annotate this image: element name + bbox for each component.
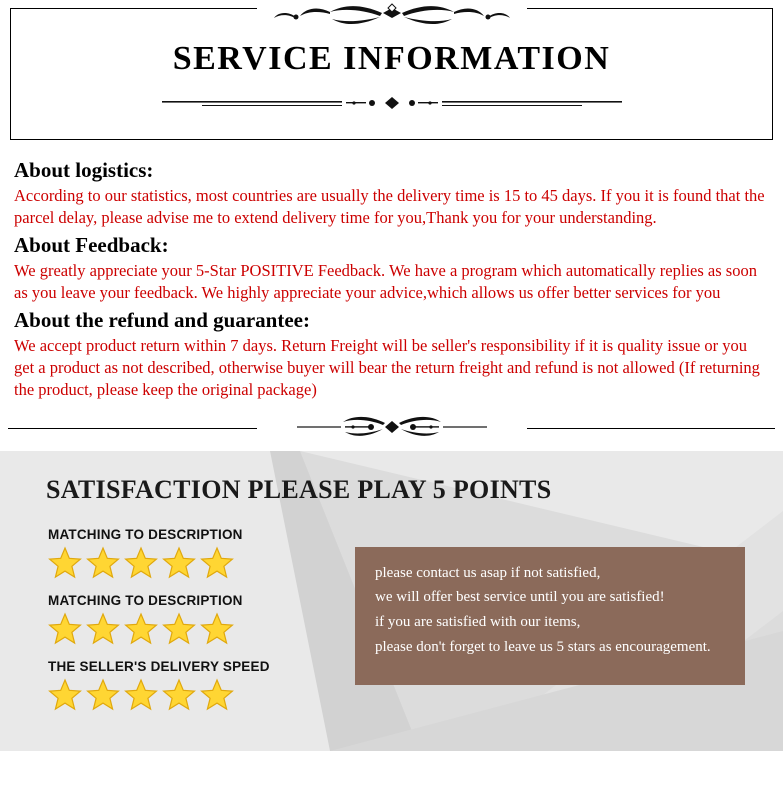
satisfaction-panel (0, 451, 783, 751)
star-rating[interactable] (48, 678, 270, 712)
star-rating[interactable] (48, 612, 243, 646)
note-line: if you are satisfied with our items, (375, 614, 581, 631)
star-icon[interactable] (162, 678, 196, 712)
flourish-divider-icon (257, 411, 527, 445)
note-line: please don't forget to leave us 5 stars as encouragement. (375, 638, 711, 655)
star-icon[interactable] (200, 546, 234, 580)
star-icon[interactable] (48, 678, 82, 712)
header-banner (10, 8, 773, 140)
flourish-ornament-icon (252, 2, 532, 32)
rating-label: MATCHING TO DESCRIPTION (48, 592, 243, 608)
star-icon[interactable] (200, 612, 234, 646)
flourish-divider-icon (132, 92, 652, 118)
star-icon[interactable] (124, 612, 158, 646)
star-rating[interactable] (48, 546, 243, 580)
service-content (0, 140, 783, 401)
section-refund-guarantee (14, 308, 769, 401)
star-icon[interactable] (200, 678, 234, 712)
section-body: We accept product return within 7 days. Return Freight will be seller's responsibility if it is quality issue or you get a product as not described, otherwise buyer will bear the return freight and refund is not allowed (If returning the product, please keep the original package) (14, 335, 760, 399)
section-body: We greatly appreciate your 5-Star POSITIVE Feedback. We have a program which automatically replies as soon as you leave your feedback. We highly appreciate your advice,which allows us offer better services for you (14, 260, 757, 302)
section-divider (0, 411, 783, 445)
rating-label: THE SELLER'S DELIVERY SPEED (48, 658, 270, 674)
rating-label: MATCHING TO DESCRIPTION (48, 526, 243, 542)
note-line: please contact us asap if not satisfied, (375, 564, 601, 581)
section-heading: About the refund and guarantee: (14, 307, 310, 332)
service-information-page (0, 8, 783, 800)
contact-note-box (355, 547, 745, 685)
star-icon[interactable] (124, 678, 158, 712)
rating-matching-to-description-2 (48, 593, 243, 646)
star-icon[interactable] (48, 612, 82, 646)
star-icon[interactable] (86, 612, 120, 646)
section-body: According to our statistics, most countries are usually the delivery time is 15 to 45 days. If you it is found that the parcel delay, please advise me to extend delivery time for you,Thank you for your understanding. (14, 186, 765, 227)
star-icon[interactable] (48, 546, 82, 580)
note-line: we will offer best service until you are satisfied! (375, 589, 665, 606)
star-icon[interactable] (162, 612, 196, 646)
star-icon[interactable] (86, 546, 120, 580)
section-feedback (14, 233, 769, 304)
section-heading: About Feedback: (14, 232, 169, 257)
section-heading: About logistics: (14, 158, 154, 182)
section-logistics (14, 158, 769, 229)
rating-seller-delivery-speed (48, 659, 270, 712)
rating-matching-to-description-1 (48, 527, 243, 580)
star-icon[interactable] (162, 546, 196, 580)
satisfaction-title: SATISFACTION PLEASE PLAY 5 POINTS (46, 474, 552, 504)
star-icon[interactable] (86, 678, 120, 712)
page-title: SERVICE INFORMATION (172, 40, 611, 77)
star-icon[interactable] (124, 546, 158, 580)
